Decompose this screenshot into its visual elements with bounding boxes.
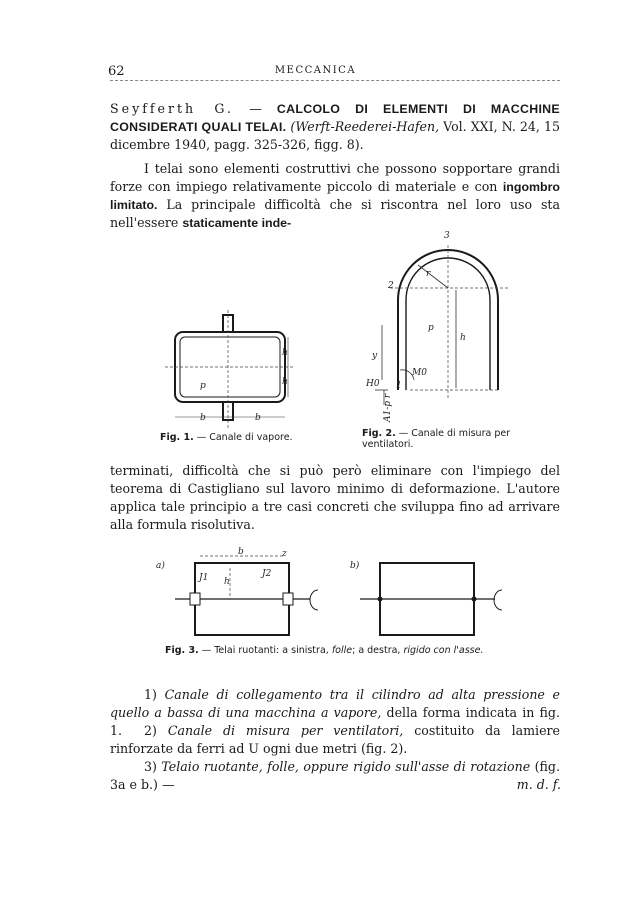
fig2-label-h0: H0 (366, 379, 380, 389)
fig2-label-2: 2 (388, 281, 394, 291)
fig2-caption-text: — Canale di misura per ventilatori. (362, 428, 511, 450)
entry-dash: — (233, 101, 277, 116)
fig1-label-p: p (200, 381, 206, 391)
paragraph-1-bold-b: staticamente inde- (182, 216, 292, 230)
fig3-caption-d: rigido con l'asse. (403, 645, 484, 656)
source-details: Vol. XXI, N. 24, 15 dicembre 1940, pagg. 325-326, figg. 8). (110, 119, 560, 152)
item1-italic: Canale di collegamento tra il cilindro ad alta pressione e quello a bassa di una macchina a vapore, (110, 687, 560, 720)
figure-1-drawing (160, 310, 300, 430)
fig2-label-r: r (426, 269, 431, 279)
fig3-label-z: z (282, 549, 287, 559)
author-signature: m. d. f. (516, 777, 561, 792)
paragraph-1-text-a: I telai sono elementi costruttivi che possono sopportare grandi forze con impiego relativamente piccolo di materiale e con (110, 161, 560, 194)
fig3-label-h: h (224, 577, 230, 587)
figure-3-drawing (150, 548, 510, 638)
item3-italic: Telaio ruotante, folle, oppure rigido sull'asse di rotazione (161, 759, 531, 774)
fig3-label-a: a) (156, 561, 165, 571)
article-title: CALCOLO DI ELEMENTI DI MACCHINE CONSIDERATI QUALI TELAI. (110, 102, 560, 134)
item2-text: costituito da lamiere rinforzate da ferri ad U ogni due metri (fig. 2). (110, 723, 560, 756)
fig3-label-j2: J2 (262, 569, 272, 579)
list-item-3 (110, 758, 560, 794)
paragraph-1-bold-a: ingombro limitato. (110, 180, 560, 212)
item3-number: 3) (144, 759, 157, 774)
page-number: 62 (108, 64, 125, 79)
item2-italic: Canale di misura per ventilatori, (167, 723, 404, 738)
figure-2-caption (362, 428, 537, 450)
figure-2-drawing (366, 230, 520, 425)
fig1-label-b-left: b (200, 413, 206, 423)
fig2-label-3: 3 (444, 231, 450, 241)
fig3-label-b-dim: b (238, 547, 244, 557)
fig1-label-h-bottom: h (282, 377, 288, 387)
item2-number: 2) (144, 723, 157, 738)
item1-text: della forma indicata in fig. 1. (110, 705, 560, 738)
figure-3-caption (165, 645, 565, 656)
paragraph-2: terminati, difficoltà che si può però eliminare con l'impiego del teorema di Castigliano sul lavoro minimo di deformazione. L'autore applica tale principio a tre casi concreti che sviluppa fino ad arrivare alla formula risolutiva. (110, 463, 560, 532)
running-title: MECCANICA (274, 65, 357, 76)
item3-text: (fig. 3a e b.) — (110, 759, 560, 792)
fig2-label-h: h (460, 333, 466, 343)
fig2-number: Fig. 2. (362, 428, 396, 439)
fig1-caption-text: — Canale di vapore. (193, 432, 293, 443)
source-journal: (Werft-Reederei-Hafen, (290, 119, 440, 134)
fig3-label-b-panel: b) (350, 561, 360, 571)
bibliographic-entry (110, 100, 560, 154)
fig2-label-1: 1 (396, 381, 402, 391)
fig2-label-y: y (372, 351, 378, 361)
fig1-number: Fig. 1. (160, 432, 194, 443)
fig3-caption-c: ; a destra, (352, 645, 404, 656)
fig3-caption-a: — Telai ruotanti: a sinistra, (198, 645, 332, 656)
author: Seyfferth G. (110, 101, 234, 116)
figure-1-caption (160, 432, 310, 443)
fig1-label-h-top: h (282, 348, 288, 358)
list-item-2 (110, 722, 560, 758)
fig3-label-j1: J1 (199, 573, 209, 583)
paragraph-1-text-b: La principale difficoltà che si riscontra nel loro uso sta nell'essere (110, 197, 560, 230)
header-rule (110, 80, 560, 81)
fig2-label-m0: M0 (412, 368, 427, 378)
paragraph-1 (110, 160, 560, 232)
fig3-caption-b: folle (331, 645, 353, 656)
fig2-label-a1: A1-p r (383, 393, 393, 422)
fig2-label-p: p (428, 323, 434, 333)
fig3-number: Fig. 3. (165, 645, 199, 656)
item1-number: 1) (144, 687, 157, 702)
fig1-label-b-right: b (255, 413, 261, 423)
